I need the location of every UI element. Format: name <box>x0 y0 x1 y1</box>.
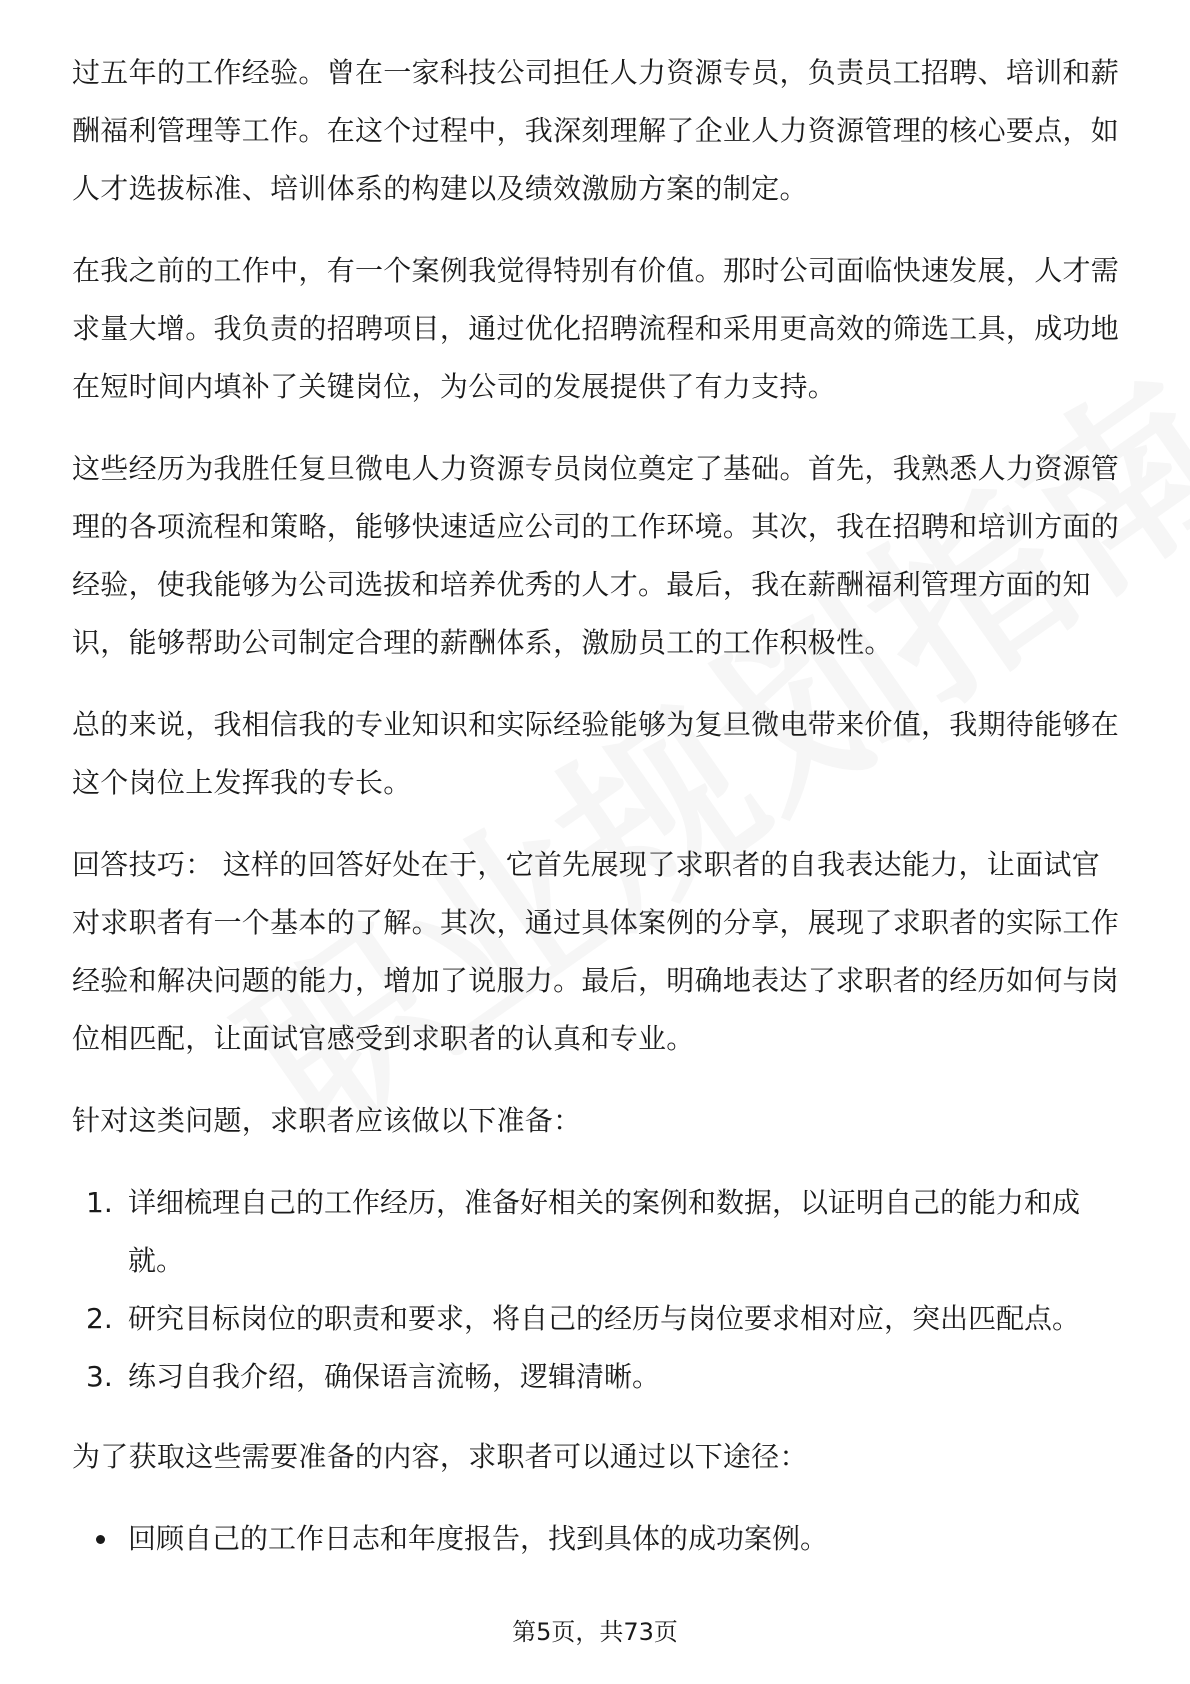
list-item-text: 回顾自己的工作日志和年度报告，找到具体的成功案例。 <box>128 1522 829 1555</box>
paragraph-foundation: 这些经历为我胜任复旦微电人力资源专员岗位奠定了基础。首先，我熟悉人力资源管理的各项流程和策略，能够快速适应公司的工作环境。其次，我在招聘和培训方面的经验，使我能够为公司选拔和培养优秀的人才。最后，我在薪酬福利管理方面的知识，能够帮助公司制定合理的薪酬体系，激励员工的工作积极性。 <box>72 452 1120 659</box>
preparation-list <box>72 1174 1120 1406</box>
paragraph-experience: 过五年的工作经验。曾在一家科技公司担任人力资源专员，负责员工招聘、培训和薪酬福利管理等工作。在这个过程中，我深刻理解了企业人力资源管理的核心要点，如人才选拔标准、培训体系的构建以及绩效激励方案的制定。 <box>72 56 1120 205</box>
paragraph-case: 在我之前的工作中，有一个案例我觉得特别有价值。那时公司面临快速发展，人才需求量大增。我负责的招聘项目，通过优化招聘流程和采用更高效的筛选工具，成功地在短时间内填补了关键岗位，为公司的发展提供了有力支持。 <box>72 254 1120 403</box>
list-item-number: 2. <box>86 1302 113 1335</box>
list-item-text: 详细梳理自己的工作经历，准备好相关的案例和数据，以证明自己的能力和成就。 <box>128 1186 1081 1277</box>
page-number: 第5页，共73页 <box>512 1618 678 1646</box>
paragraph-sources-intro: 为了获取这些需要准备的内容，求职者可以通过以下途径： <box>72 1440 808 1473</box>
list-item <box>72 1290 1120 1348</box>
list-item <box>72 1510 1120 1568</box>
page-footer <box>0 1612 1190 1647</box>
bullet-icon <box>96 1535 105 1544</box>
list-item <box>72 1348 1120 1406</box>
list-item <box>72 1174 1120 1290</box>
sources-list <box>72 1510 1120 1568</box>
list-item-text: 练习自我介绍，确保语言流畅，逻辑清晰。 <box>128 1360 661 1393</box>
paragraph-preparation-intro: 针对这类问题，求职者应该做以下准备： <box>72 1104 582 1137</box>
list-item-text: 研究目标岗位的职责和要求，将自己的经历与岗位要求相对应，突出匹配点。 <box>128 1302 1081 1335</box>
page-content <box>72 44 1120 1568</box>
list-item-number: 3. <box>86 1360 113 1393</box>
paragraph-answer-tips: 回答技巧： 这样的回答好处在于，它首先展现了求职者的自我表达能力，让面试官对求职者有一个基本的了解。其次，通过具体案例的分享，展现了求职者的实际工作经验和解决问题的能力，增加了说服力。最后，明确地表达了求职者的经历如何与岗位相匹配，让面试官感受到求职者的认真和专业。 <box>72 848 1120 1055</box>
paragraph-summary: 总的来说，我相信我的专业知识和实际经验能够为复旦微电带来价值，我期待能够在这个岗位上发挥我的专长。 <box>72 708 1120 799</box>
list-item-number: 1. <box>86 1186 113 1219</box>
